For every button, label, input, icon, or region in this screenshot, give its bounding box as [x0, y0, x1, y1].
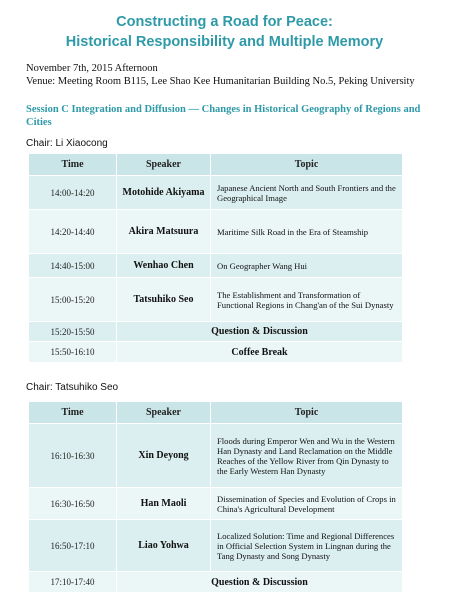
table-row: [29, 488, 403, 520]
row-topic: Localized Solution: Time and Regional Differences in Official Selection System in Lingnan during the Tang Dynasty and Song Dynasty: [211, 520, 403, 572]
column-header-speaker: Speaker: [117, 402, 211, 424]
event-venue: Venue: Meeting Room B115, Lee Shao Kee Humanitarian Building No.5, Peking University: [26, 76, 415, 87]
row-speaker: Xin Deyong: [117, 424, 211, 488]
row-speaker: Motohide Akiyama: [117, 176, 211, 210]
schedule-table-2: [28, 401, 403, 593]
table-row: [29, 322, 403, 342]
row-topic: Dissemination of Species and Evolution of Crops in China's Agricultural Development: [211, 488, 403, 520]
row-topic: Floods during Emperor Wen and Wu in the Western Han Dynasty and Land Reclamation on the Middle Reaches of the Yellow River from Qin Dynasty to the Early Western Han Dynasty: [211, 424, 403, 488]
column-header-speaker: Speaker: [117, 154, 211, 176]
event-date: November 7th, 2015 Afternoon: [26, 63, 158, 74]
page-title: [0, 12, 449, 52]
row-time: 16:50-17:10: [29, 520, 117, 572]
table-header-row: [29, 402, 403, 424]
table-row: [29, 210, 403, 254]
column-header-time: Time: [29, 402, 117, 424]
row-speaker: Wenhao Chen: [117, 254, 211, 278]
row-topic: The Establishment and Transformation of Functional Regions in Chang'an of the Sui Dynasty: [211, 278, 403, 322]
question-discussion-cell: Question & Discussion: [117, 572, 403, 593]
row-time: 14:20-14:40: [29, 210, 117, 254]
row-speaker: Tatsuhiko Seo: [117, 278, 211, 322]
chair-label-2: Chair: Tatsuhiko Seo: [26, 382, 119, 393]
row-topic: Maritime Silk Road in the Era of Steamship: [211, 210, 403, 254]
chair-label-1: Chair: Li Xiaocong: [26, 138, 108, 149]
coffee-break-cell: Coffee Break: [117, 342, 403, 363]
row-time: 15:20-15:50: [29, 322, 117, 342]
schedule-table-1: [28, 153, 403, 363]
table-row: [29, 424, 403, 488]
row-time: 17:10-17:40: [29, 572, 117, 593]
table-row: [29, 254, 403, 278]
table-row: [29, 520, 403, 572]
table-row: [29, 278, 403, 322]
column-header-time: Time: [29, 154, 117, 176]
row-topic: On Geographer Wang Hui: [211, 254, 403, 278]
title-line-2: Historical Responsibility and Multiple Memory: [65, 34, 384, 50]
row-topic: Japanese Ancient North and South Frontiers and the Geographical Image: [211, 176, 403, 210]
row-speaker: Akira Matsuura: [117, 210, 211, 254]
table-row: [29, 342, 403, 363]
column-header-topic: Topic: [211, 402, 403, 424]
row-time: 14:40-15:00: [29, 254, 117, 278]
column-header-topic: Topic: [211, 154, 403, 176]
question-discussion-cell: Question & Discussion: [117, 322, 403, 342]
table-row: [29, 572, 403, 593]
table-header-row: [29, 154, 403, 176]
row-time: 16:30-16:50: [29, 488, 117, 520]
row-speaker: Han Maoli: [117, 488, 211, 520]
row-time: 16:10-16:30: [29, 424, 117, 488]
session-title: Session C Integration and Diffusion — Changes in Historical Geography of Regions and Cities: [26, 104, 421, 128]
row-time: 15:50-16:10: [29, 342, 117, 363]
row-speaker: Liao Yohwa: [117, 520, 211, 572]
row-time: 15:00-15:20: [29, 278, 117, 322]
title-line-1: Constructing a Road for Peace:: [116, 14, 333, 30]
row-time: 14:00-14:20: [29, 176, 117, 210]
table-row: [29, 176, 403, 210]
